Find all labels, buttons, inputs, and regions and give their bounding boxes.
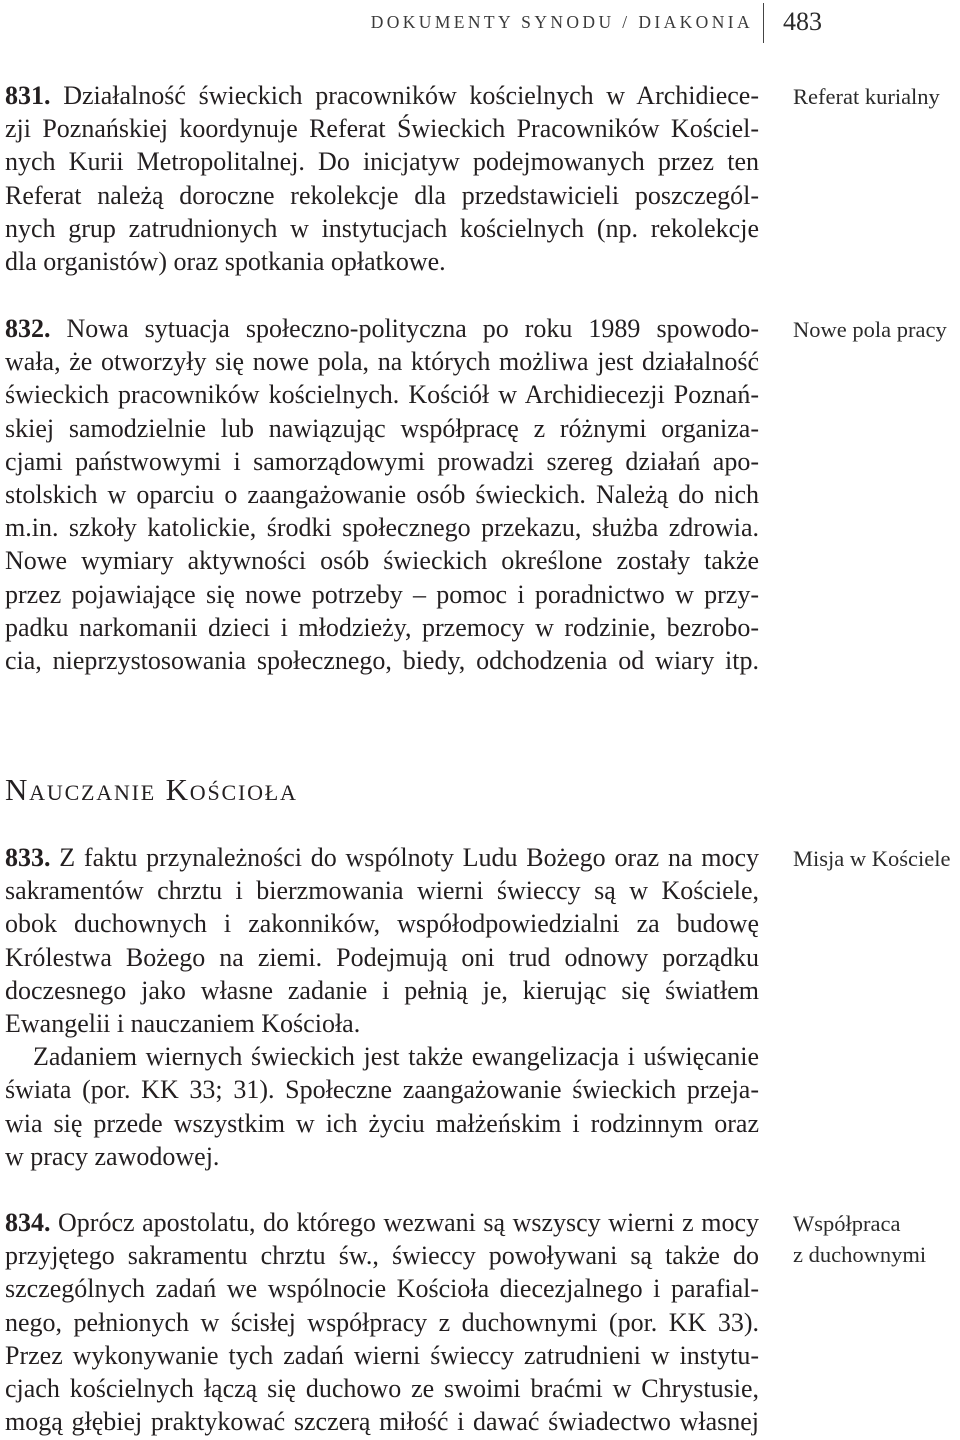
text-line: nego, pełnionych w ścisłej współpracy z duchownymi (por. KK 33). (5, 1307, 759, 1337)
text-line: doczesnego jako własne zadanie i pełnią je, kierując się światłem (5, 975, 759, 1005)
running-title: DOKUMENTY SYNODU / DIAKONIA (370, 12, 753, 32)
text-line: Referat należą doroczne rekolekcje dla przedstawicieli poszczegól- (5, 180, 759, 210)
text-line: skiej samodzielnie lub nawiązując współpracę z różnymi organiza- (5, 413, 759, 443)
line-text: Działalność świeckich pracowników kościelnych w Archidiece- (63, 81, 760, 110)
page-number: 483 (783, 7, 822, 36)
text-line: nych grup zatrudnionych w instytucjach kościelnych (np. rekolekcje (5, 213, 759, 243)
text-line: zji Poznańskiej koordynuje Referat Świeckich Pracowników Kościel- (5, 114, 759, 144)
margin-note (793, 81, 940, 112)
margin-note (793, 843, 950, 874)
line-text: Nowa sytuacja społeczno-polityczna po roku 1989 spowodo- (66, 314, 759, 343)
header-divider (763, 3, 764, 43)
text-line: Przez wykonywanie tych zadań wierni świeccy zatrudnieni w instytu- (5, 1340, 759, 1370)
margin-note-line: z duchownymi (793, 1242, 927, 1267)
text-line: szczególnych zadań we wspólnocie Kościoła diecezjalnego i parafial- (5, 1274, 759, 1304)
line-text: Oprócz apostolatu, do którego wezwani są wszyscy wierni z mocy (58, 1208, 759, 1237)
margin-note (793, 314, 947, 345)
text-line: Królestwa Bożego na ziemi. Podejmują oni trud odnowy porządku (5, 942, 759, 972)
text-line: świata (por. KK 33; 31). Społeczne zaangażowanie świeckich przeja- (5, 1075, 759, 1105)
text-line: wia się przede wszystkim w ich życiu małżeńskim i rodzinnym oraz (5, 1108, 759, 1138)
text-line: cjach kościelnych łączą się duchowo ze swoimi braćmi w Chrystusie, (5, 1373, 759, 1403)
margin-note-line: Współpraca (793, 1211, 901, 1236)
text-line: dla organistów) oraz spotkania opłatkowe. (5, 246, 446, 276)
text-line: przyjętego sakramentu chrztu św., świeccy powoływani są także do (5, 1241, 759, 1271)
paragraph-831 (5, 79, 759, 278)
text-line: cia, nieprzystosowania społecznego, biedy, odchodzenia od wiary itp. (5, 645, 759, 675)
text-line: mogą głębiej praktykować szczerą miłość i dawać świadectwo własnej (5, 1407, 759, 1437)
paragraph-number: 832. (5, 314, 51, 343)
margin-note-line: Referat kurialny (793, 84, 940, 109)
margin-note-line: Nowe pola pracy (793, 317, 947, 342)
text-line: Nowe wymiary aktywności osób świeckich określone zostały także (5, 546, 759, 576)
margin-note-line: Misja w Kościele (793, 846, 951, 871)
text-line: Zadaniem wiernych świeckich jest także ewangelizacja i uświęcanie (33, 1042, 759, 1072)
text-line: w pracy zawodowej. (5, 1141, 220, 1171)
paragraph-833 (5, 841, 759, 1173)
paragraph-number: 833. (5, 843, 51, 872)
text-line (5, 1206, 759, 1239)
text-line: obok duchownych i zakonników, współodpowiedzialni za budowę (5, 909, 759, 939)
text-line: nych Kurii Metropolitalnej. Do inicjatyw podejmowanych przez ten (5, 147, 759, 177)
text-line: świeckich pracowników kościelnych. Kościół w Archidiecezji Poznań- (5, 380, 759, 410)
text-line (5, 841, 759, 874)
paragraph-number: 831. (5, 81, 51, 110)
text-line: m.in. szkoły katolickie, środki społecznego przekazu, służba zdrowia. (5, 513, 759, 543)
text-line: stolskich w oparciu o zaangażowanie osób świeckich. Należą do nich (5, 479, 759, 509)
text-line: Ewangelii i nauczaniem Kościoła. (5, 1008, 361, 1038)
margin-note (793, 1208, 926, 1270)
paragraph-832 (5, 312, 759, 677)
text-line (5, 79, 759, 112)
paragraph-number: 834. (5, 1208, 51, 1237)
line-text: Z faktu przynależności do wspólnoty Ludu Bożego oraz na mocy (59, 843, 760, 872)
text-line: cjami państwowymi i samorządowymi prowadzi szereg działań apo- (5, 446, 759, 476)
text-line: padku narkomanii dzieci i młodzieży, przemocy w rodzinie, bezrobo- (5, 612, 759, 642)
section-heading: Nauczanie Kościoła (5, 772, 298, 807)
paragraph-834 (5, 1206, 759, 1438)
text-line: przez pojawiające się nowe potrzeby – pomoc i poradnictwo w przy- (5, 579, 759, 609)
text-line: wała, że otworzyły się nowe pola, na których możliwa jest działalność (5, 347, 759, 377)
text-line: sakramentów chrztu i bierzmowania wierni świeccy są w Kościele, (5, 876, 759, 906)
text-line (5, 312, 759, 345)
